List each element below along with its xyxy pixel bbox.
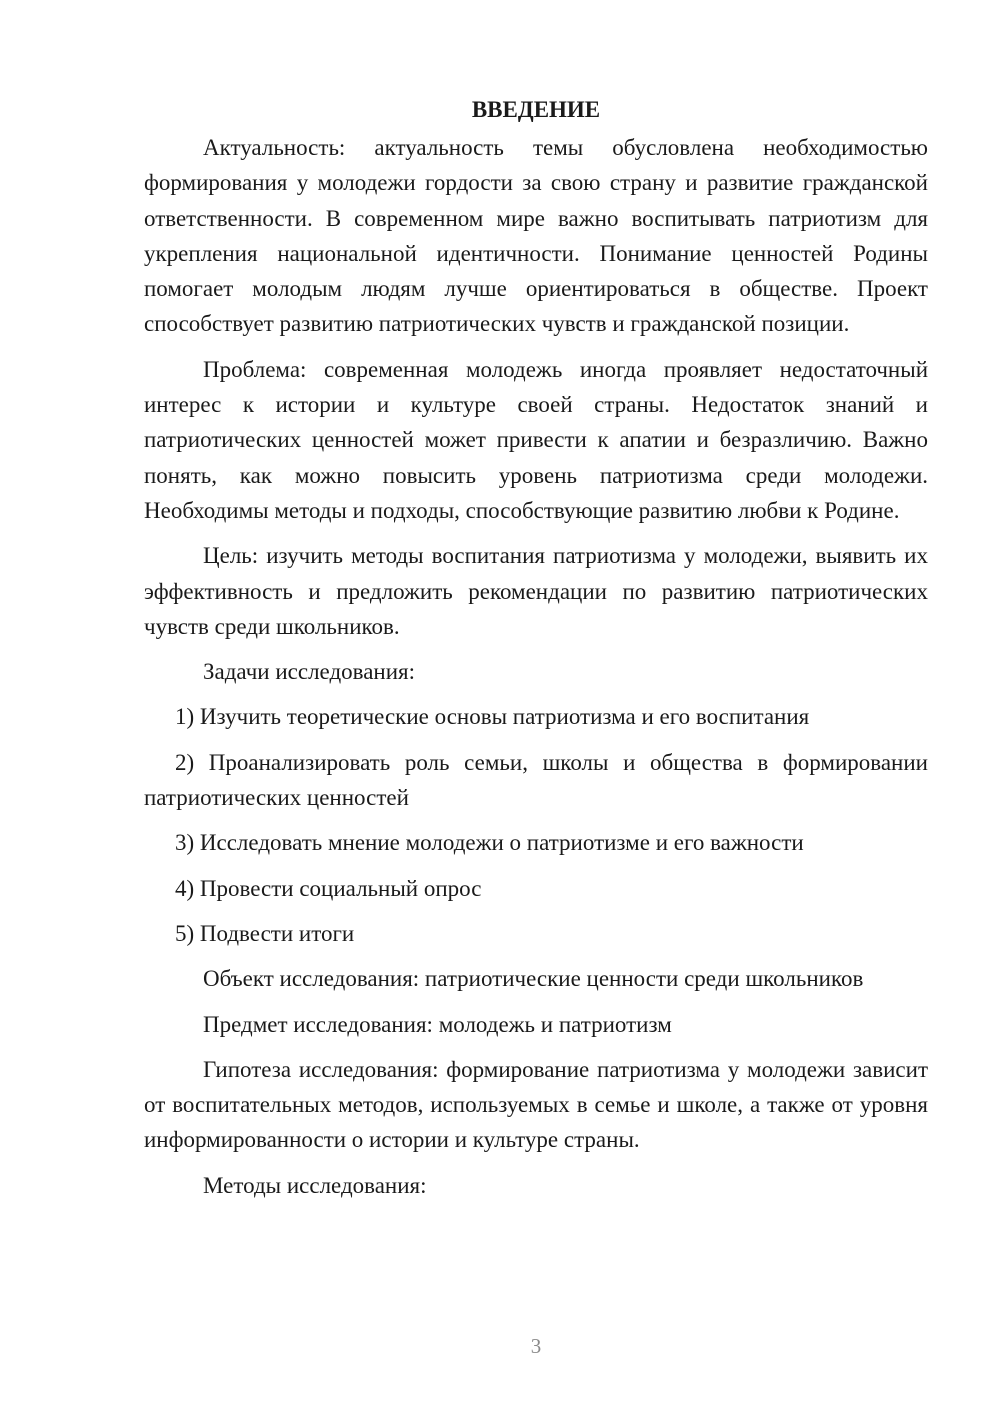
task-item: 3) Исследовать мнение молодежи о патриотизме и его важности: [175, 830, 804, 856]
goal-paragraph: Цель: изучить методы воспитания патриотизма у молодежи, выявить их эффективность и предложить рекомендации по развитию патриотических чувств среди школьников.: [144, 543, 928, 639]
task-item: 1) Изучить теоретические основы патриотизма и его воспитания: [175, 704, 810, 730]
task-item: 5) Подвести итоги: [175, 920, 355, 946]
task-item: 4) Провести социальный опрос: [175, 875, 482, 901]
problem-paragraph: Проблема: современная молодежь иногда проявляет недостаточный интерес к истории и культуре своей страны. Недостаток знаний и патриотических ценностей может привести к апатии и безразличию. Важно понять, как можно повысить уровень патриотизма среди молодежи. Необходимы методы и подходы, способствующие развитию любви к Родине.: [144, 356, 928, 523]
tasks-heading: Задачи исследования:: [203, 659, 416, 685]
task-item: 2) Проанализировать роль семьи, школы и общества в формировании патриотических ценностей: [144, 749, 928, 811]
methods-heading: Методы исследования:: [203, 1172, 427, 1198]
research-object: Объект исследования: патриотические ценности среди школьников: [203, 966, 864, 992]
hypothesis-paragraph: Гипотеза исследования: формирование патриотизма у молодежи зависит от воспитательных методов, используемых в семье и школе, а также от уровня информированности о истории и культуре страны.: [144, 1056, 928, 1153]
relevance-paragraph: Актуальность: актуальность темы обусловлена необходимостью формирования у молодежи гордости за свою страну и развитие гражданской ответственности. В современном мире важно воспитывать патриотизм для укрепления национальной идентичности. Понимание ценностей Родины помогает молодым людям лучше ориентироваться в обществе. Проект способствует развитию патриотических чувств и гражданской позиции.: [144, 135, 928, 337]
section-title: ВВЕДЕНИЕ: [471, 97, 601, 122]
document-page: [144, 92, 928, 1213]
page-number: 3: [530, 1334, 542, 1358]
research-subject: Предмет исследования: молодежь и патриотизм: [203, 1011, 672, 1037]
